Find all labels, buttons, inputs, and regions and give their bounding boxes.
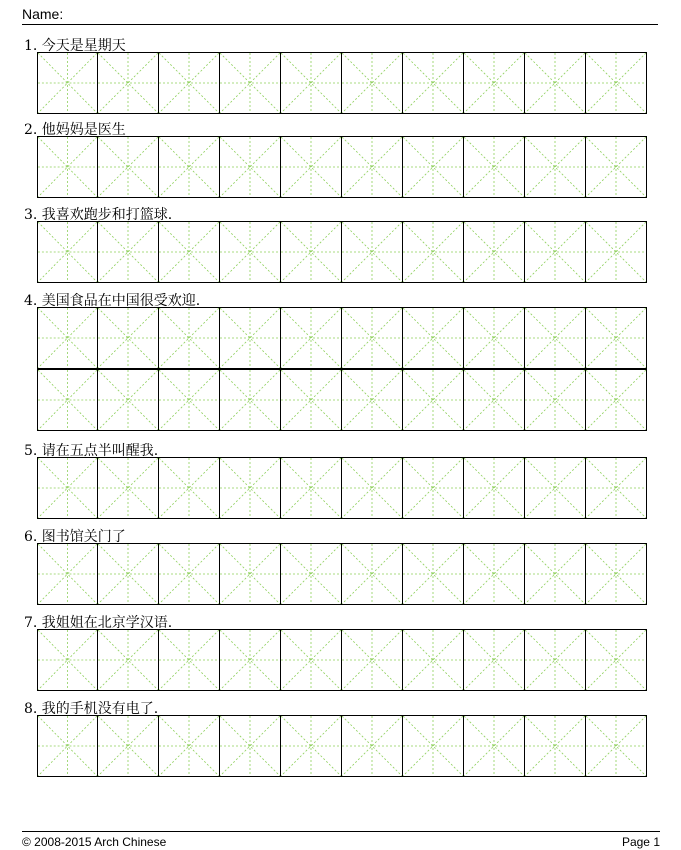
writing-cell[interactable]	[586, 629, 647, 691]
writing-cell[interactable]	[220, 369, 281, 431]
writing-grid-row	[37, 369, 647, 431]
writing-cell[interactable]	[37, 52, 98, 114]
writing-cell[interactable]	[98, 629, 159, 691]
writing-cell[interactable]	[37, 543, 98, 605]
writing-cell[interactable]	[159, 221, 220, 283]
copyright-text: © 2008-2015 Arch Chinese	[22, 835, 167, 849]
writing-cell[interactable]	[464, 457, 525, 519]
writing-cell[interactable]	[342, 307, 403, 369]
writing-cell[interactable]	[342, 457, 403, 519]
writing-cell[interactable]	[220, 307, 281, 369]
writing-cell[interactable]	[281, 369, 342, 431]
writing-cell[interactable]	[37, 369, 98, 431]
writing-cell[interactable]	[281, 52, 342, 114]
writing-cell[interactable]	[342, 52, 403, 114]
writing-cell[interactable]	[281, 457, 342, 519]
writing-cell[interactable]	[525, 307, 586, 369]
writing-cell[interactable]	[525, 136, 586, 198]
writing-cell[interactable]	[403, 457, 464, 519]
writing-cell[interactable]	[342, 715, 403, 777]
writing-cell[interactable]	[159, 52, 220, 114]
name-field-row	[22, 4, 658, 25]
writing-cell[interactable]	[159, 629, 220, 691]
writing-cell[interactable]	[281, 629, 342, 691]
writing-cell[interactable]	[586, 369, 647, 431]
writing-cell[interactable]	[281, 221, 342, 283]
sentence-label: 5. 请在五点半叫醒我.	[24, 443, 159, 459]
page-number: Page 1	[621, 835, 660, 849]
writing-cell[interactable]	[403, 543, 464, 605]
sentence-label: 4. 美国食品在中国很受欢迎.	[24, 293, 201, 309]
writing-cell[interactable]	[586, 52, 647, 114]
writing-cell[interactable]	[403, 629, 464, 691]
writing-cell[interactable]	[464, 52, 525, 114]
writing-cell[interactable]	[37, 307, 98, 369]
writing-cell[interactable]	[464, 136, 525, 198]
sentence-label: 7. 我姐姐在北京学汉语.	[24, 615, 173, 631]
writing-grid-row	[37, 543, 647, 605]
writing-cell[interactable]	[98, 543, 159, 605]
writing-cell[interactable]	[403, 369, 464, 431]
sentence-block	[24, 121, 126, 139]
writing-cell[interactable]	[525, 369, 586, 431]
writing-cell[interactable]	[159, 457, 220, 519]
writing-cell[interactable]	[403, 52, 464, 114]
writing-cell[interactable]	[220, 457, 281, 519]
writing-cell[interactable]	[220, 136, 281, 198]
writing-cell[interactable]	[37, 221, 98, 283]
writing-cell[interactable]	[586, 457, 647, 519]
sentence-block	[24, 292, 200, 310]
writing-cell[interactable]	[37, 715, 98, 777]
writing-cell[interactable]	[342, 543, 403, 605]
writing-cell[interactable]	[159, 136, 220, 198]
writing-cell[interactable]	[281, 543, 342, 605]
writing-cell[interactable]	[464, 543, 525, 605]
writing-cell[interactable]	[403, 307, 464, 369]
writing-cell[interactable]	[342, 221, 403, 283]
sentence-block	[24, 528, 126, 546]
writing-grid-row	[37, 457, 647, 519]
writing-cell[interactable]	[342, 629, 403, 691]
writing-cell[interactable]	[220, 543, 281, 605]
sentence-block	[24, 614, 172, 632]
writing-cell[interactable]	[281, 715, 342, 777]
writing-cell[interactable]	[98, 136, 159, 198]
writing-cell[interactable]	[159, 307, 220, 369]
writing-cell[interactable]	[464, 307, 525, 369]
writing-cell[interactable]	[281, 136, 342, 198]
writing-cell[interactable]	[220, 52, 281, 114]
writing-cell[interactable]	[464, 221, 525, 283]
writing-grid-row	[37, 52, 647, 114]
writing-cell[interactable]	[525, 629, 586, 691]
writing-cell[interactable]	[464, 715, 525, 777]
writing-cell[interactable]	[586, 136, 647, 198]
writing-cell[interactable]	[98, 715, 159, 777]
writing-cell[interactable]	[586, 543, 647, 605]
writing-cell[interactable]	[525, 457, 586, 519]
sentence-block	[24, 442, 158, 460]
sentence-label: 8. 我的手机没有电了.	[24, 701, 159, 717]
writing-grid-row	[37, 307, 647, 369]
writing-cell[interactable]	[586, 221, 647, 283]
writing-cell[interactable]	[342, 136, 403, 198]
writing-cell[interactable]	[159, 369, 220, 431]
writing-cell[interactable]	[281, 307, 342, 369]
writing-cell[interactable]	[464, 369, 525, 431]
writing-grid-row	[37, 629, 647, 691]
writing-cell[interactable]	[220, 629, 281, 691]
writing-cell[interactable]	[98, 307, 159, 369]
writing-cell[interactable]	[220, 221, 281, 283]
writing-cell[interactable]	[98, 52, 159, 114]
writing-cell[interactable]	[403, 136, 464, 198]
writing-cell[interactable]	[403, 715, 464, 777]
writing-cell[interactable]	[159, 543, 220, 605]
sentence-label: 2. 他妈妈是医生	[24, 122, 126, 138]
writing-cell[interactable]	[525, 715, 586, 777]
writing-cell[interactable]	[98, 221, 159, 283]
writing-cell[interactable]	[525, 543, 586, 605]
sentence-block	[24, 37, 126, 55]
writing-cell[interactable]	[342, 369, 403, 431]
writing-grid-row	[37, 136, 647, 198]
sentence-label: 3. 我喜欢跑步和打篮球.	[24, 207, 173, 223]
writing-cell[interactable]	[525, 221, 586, 283]
sentence-label: 1. 今天是星期天	[24, 38, 126, 54]
writing-cell[interactable]	[37, 457, 98, 519]
sentence-label: 6. 图书馆关门了	[24, 529, 126, 545]
writing-cell[interactable]	[403, 221, 464, 283]
writing-cell[interactable]	[586, 715, 647, 777]
writing-grid-row	[37, 715, 647, 777]
page-footer	[22, 831, 660, 849]
name-label: Name:	[22, 6, 64, 22]
writing-cell[interactable]	[220, 715, 281, 777]
writing-cell[interactable]	[98, 457, 159, 519]
writing-cell[interactable]	[586, 307, 647, 369]
writing-grid-row	[37, 221, 647, 283]
writing-cell[interactable]	[159, 715, 220, 777]
sentence-block	[24, 700, 158, 718]
writing-cell[interactable]	[464, 629, 525, 691]
writing-cell[interactable]	[37, 136, 98, 198]
writing-cell[interactable]	[37, 629, 98, 691]
sentence-block	[24, 206, 172, 224]
writing-cell[interactable]	[98, 369, 159, 431]
writing-cell[interactable]	[525, 52, 586, 114]
